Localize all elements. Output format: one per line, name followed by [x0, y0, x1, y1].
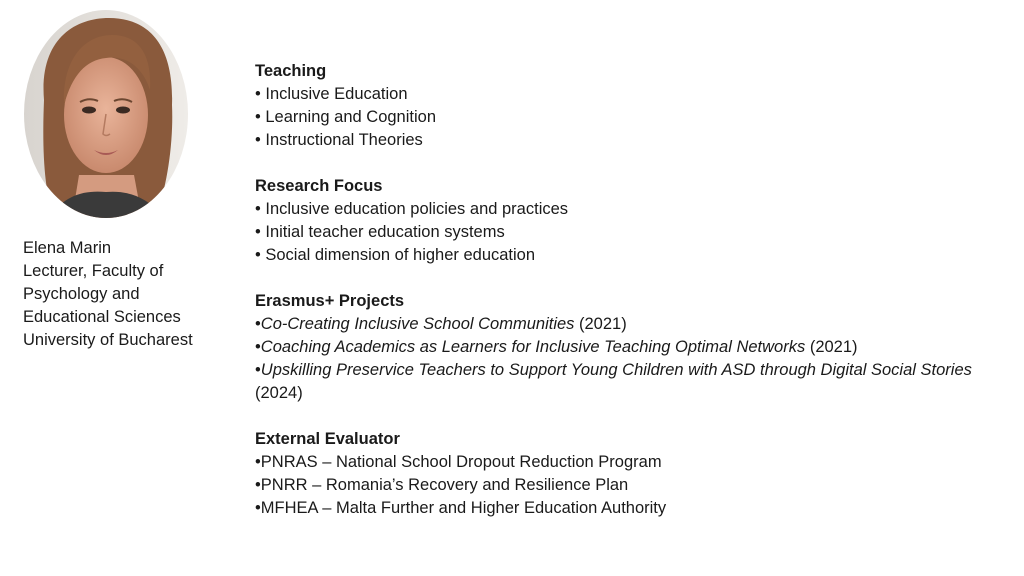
erasmus-project — [255, 336, 975, 359]
profile-details — [255, 60, 975, 543]
evaluator-item: •PNRAS – National School Dropout Reduction Program — [255, 453, 662, 471]
project-title: Coaching Academics as Learners for Inclusive Teaching Optimal Networks — [260, 338, 806, 356]
profile-affiliation: University of Bucharest — [23, 331, 193, 349]
bullet: • — [255, 315, 261, 333]
erasmus-section — [255, 290, 975, 405]
teaching-item: • Instructional Theories — [255, 131, 423, 149]
erasmus-project — [255, 313, 975, 336]
bullet: • — [255, 361, 261, 379]
research-item: • Initial teacher education systems — [255, 223, 505, 241]
bullet: • — [255, 338, 261, 356]
project-year: (2021) — [574, 315, 627, 333]
profile-name: Elena Marin — [23, 239, 112, 257]
teaching-item: • Learning and Cognition — [255, 108, 436, 126]
profile-title-line: Psychology and — [23, 285, 140, 303]
research-heading: Research Focus — [255, 177, 383, 195]
teaching-heading: Teaching — [255, 62, 327, 80]
research-section — [255, 175, 975, 267]
teaching-section — [255, 60, 975, 152]
evaluator-item: •PNRR – Romania’s Recovery and Resilience Plan — [255, 476, 629, 494]
erasmus-heading: Erasmus+ Projects — [255, 292, 405, 310]
profile-title-line: Lecturer, Faculty of — [23, 262, 164, 280]
evaluator-item: •MFHEA – Malta Further and Higher Education Authority — [255, 499, 667, 517]
profile-photo — [24, 10, 188, 218]
project-title: Co-Creating Inclusive School Communities — [260, 315, 575, 333]
project-year: (2024) — [255, 384, 303, 402]
profile-bio — [23, 237, 243, 352]
evaluator-section — [255, 428, 975, 520]
project-year: (2021) — [805, 338, 858, 356]
profile-title-line: Educational Sciences — [23, 308, 181, 326]
research-item: • Inclusive education policies and practices — [255, 200, 569, 218]
teaching-item: • Inclusive Education — [255, 85, 408, 103]
evaluator-heading: External Evaluator — [255, 430, 400, 448]
project-title: Upskilling Preservice Teachers to Support Young Children with ASD through Digital Social Stories — [260, 361, 972, 379]
erasmus-project — [255, 359, 975, 405]
research-item: • Social dimension of higher education — [255, 246, 536, 264]
